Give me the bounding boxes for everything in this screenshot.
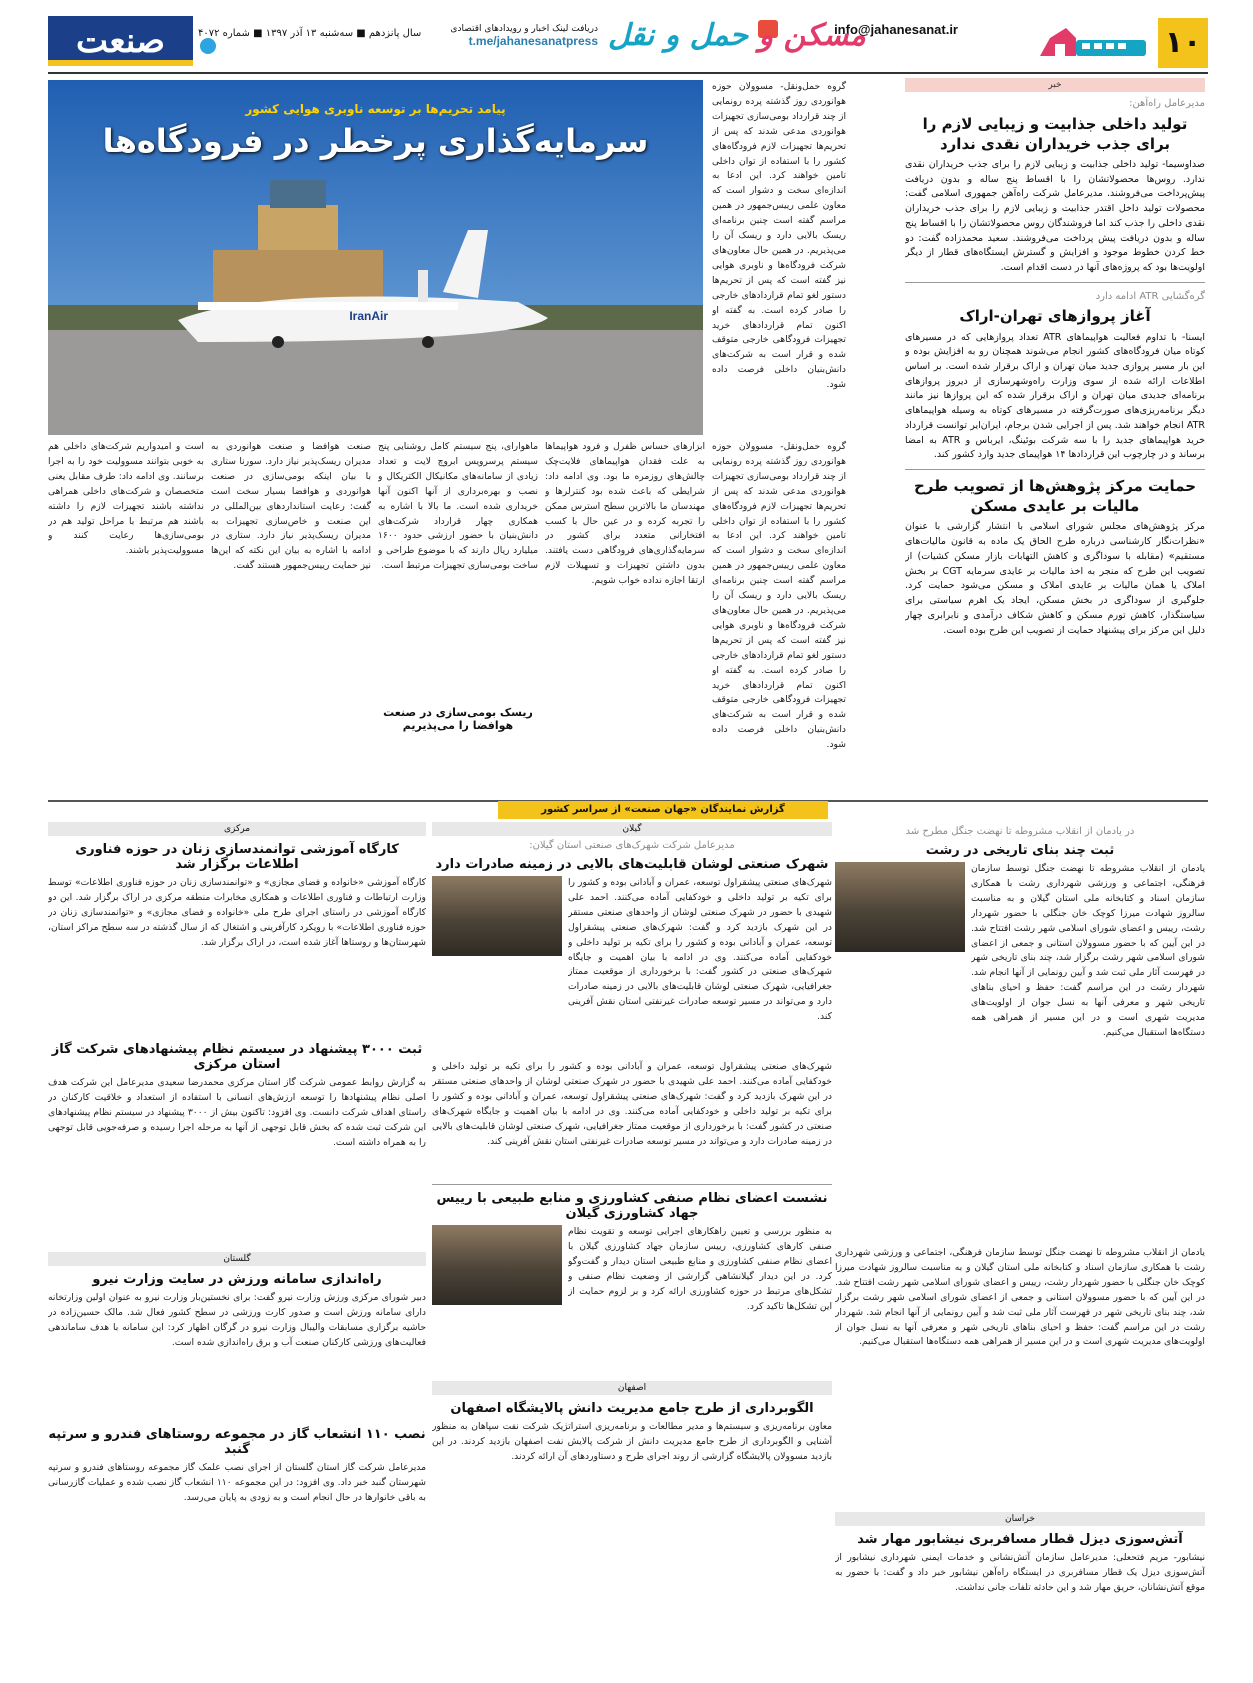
story-body: شهرک‌های صنعتی پیشقراول توسعه، عمران و آبادانی بوده و کشور را برای تکیه بر تولید داخلی و خودکفایی آماده می‌کنند. احمد علی شهیدی با حضور در شهرک صنعتی لوشان از واحدهای صنعتی مستقر در این شهرک بازدید کرد و گفت: شهرک‌های صنعتی پیشقراول توسعه، عمران و آبادانی بوده و کشور را برای تکیه بر تولید داخلی و خودکفایی آماده می‌کنند. وی در ادامه با بیان اهمیت و جایگاه شهرک‌های صنعتی در کشور گفت: با برخورداری از موقعیت ممتاز جغرافیایی، شهرک صنعتی لوشان قابلیت‌های بالایی در زمینه صادرات دارد و می‌تواند در مسیر توسعه صادرات غیرنفتی استان نقش آفرینی کند. [568, 877, 832, 1023]
issue-line: سال پانزدهم ■ سه‌شنبه ۱۳ آذر ۱۳۹۷ ■ شماره ۴۰۷۲ [198, 28, 422, 39]
story-title: راه‌اندازی سامانه ورزش در سایت وزارت نیرو [92, 1272, 382, 1287]
story-body: کارگاه آموزشی «خانواده و فضای مجازی» و «توانمندسازی زنان در حوزه فناوری اطلاعات» توسط وزارت ارتباطات و فناوری اطلاعات و همکاری مخابرات منطقه مرکزی در اراک برگزار شد. این دو کارگاه آموزشی در راستای اجرای طرح ملی «خانواده و فضای مجازی» و «توانمندسازی زنان در حوزه فناوری اطلاعات» با رویکرد کارآفرینی و اشتغال که از سال گذشته در سه سطح مراکز استان، شهرستان‌ها و روستاها آغاز شده است، در اراک برگزار شد. [48, 877, 426, 948]
band-label: گزارش نمایندگان «جهان صنعت» از سراسر کشور [498, 801, 828, 819]
story-body: ایسنا- با تداوم فعالیت هواپیماهای ATR تعداد پروازهایی که در مسیرهای کوتاه میان فرودگاه‌های کشور انجام می‌شوند همچنان رو به افزایش بوده و این بار مسیر پروازی جدید میان تهران و اراک برقرار شده است. بر اساس اطلاعات ارائه شده از سوی وزارت راه‌وشهرسازی از دیروز پروازهای برنامه‌ای جدیدی میان تهران و اراک برقرار شده که این پروازها نیز مانند دیگر برنامه‌ریزی‌های صورت‌گرفته در مسیرهای کوتاه به وسیله هواپیماهای ATR انجام خواهند شد. پس از اجرایی شدن برجام، ایران‌ایر توانست قرارداد خرید هواپیماهای جدید را با سه شرکت بوئینگ، ایرباس و ATR به امضا برساند و در چارچوب این قراردادها ۱۴ هواپیمای جدید وارد کشور کند. [905, 331, 1205, 461]
story-title: ثبت چند بنای تاریخی در رشت [925, 843, 1115, 858]
lead-headline-overlay [48, 102, 703, 160]
meeting-photo [432, 876, 562, 956]
right-column [905, 78, 1205, 798]
aircraft-livery: IranAir [349, 309, 388, 323]
regional-middle [432, 822, 832, 1672]
telegram-icon [200, 38, 216, 54]
story-title: الگوبرداری از طرح جامع مدیریت دانش پالایشگاه اصفهان [450, 1401, 814, 1416]
telegram-link[interactable]: t.me/jahanesanatpress [468, 34, 598, 48]
region-tag: مرکزی [48, 822, 426, 836]
story-kicker: گره‌گشایی ATR ادامه دارد [1095, 290, 1205, 302]
story-body: به گزارش روابط عمومی شرکت گاز استان مرکزی محمدرضا سعیدی مدیرعامل این شرکت هدف اصلی نظام پیشنهادها را توسعه ارزش‌های انسانی با استفاده از استعداد و خلاقیت کارکنان در راستای اهداف شرکت دانست. وی افزود: تاکنون بیش از ۳۰۰۰ پیشنهاد در سیستم نظام پیشنهادهای این شرکت ثبت شده که بخش قابل توجهی از آنها به مرحله اجرا رسیده و صرفه‌جویی قابل توجهی را به همراه داشته است. [48, 1077, 426, 1148]
region-tag: گلستان [48, 1252, 426, 1266]
masthead [48, 14, 1208, 74]
story-title: کارگاه آموزشی توانمندسازی زنان در حوزه فناوری اطلاعات برگزار شد [75, 842, 399, 872]
story-body: یادمان از انقلاب مشروطه تا نهضت جنگل توسط سازمان فرهنگی، اجتماعی و ورزشی شهرداری رشت با همکاری سازمان اسناد و کتابخانه ملی استان گیلان و به مناسبت سالروز شهادت میرزا کوچک خان جنگلی با حضور شهردار رشت، رییس و اعضای شورای اسلامی شهر رشت افتتاح شد. در این آیین که با حضور مسوولان استانی و جمعی از اعضای شورای اسلامی شهر رشت برگزار شد، چند بنای تاریخی شهر در فهرست آثار ملی ثبت شد و آیین رونمایی از آنها انجام شد. شهردار رشت در این مراسم گفت: حفظ و احیای بناهای تاریخی شهر و معرفی آنها به نسل جوان از اولویت‌های مدیریت شهری است و در این مسیر از همراهی همه دستگاه‌ها استقبال می‌کنیم. [835, 1247, 1205, 1348]
regional-left [48, 822, 426, 1672]
story-title: نصب ۱۱۰ انشعاب گاز در مجموعه روستاهای فندرو و سرتپه گنبد [48, 1427, 426, 1457]
story-title: تولید داخلی جذابیت و زیبایی لازم را برای جذب خریداران نقدی ندارد [922, 114, 1188, 153]
story-body: یادمان از انقلاب مشروطه تا نهضت جنگل توسط سازمان فرهنگی، اجتماعی و ورزشی شهرداری رشت با همکاری سازمان اسناد و کتابخانه ملی استان گیلان و به مناسبت سالروز شهادت میرزا کوچک خان جنگلی با حضور شهردار رشت، رییس و اعضای شورای اسلامی شهر رشت افتتاح شد. در این آیین که با حضور مسوولان استانی و جمعی از اعضای شورای اسلامی شهر رشت برگزار شد، چند بنای تاریخی شهر در فهرست آثار ملی ثبت شد و آیین رونمایی از آنها انجام شد. شهردار رشت در این مراسم گفت: حفظ و احیای بناهای تاریخی شهر و معرفی آنها به نسل جوان از اولویت‌های مدیریت شهری است و در این مسیر از همراهی همه دستگاه‌ها استقبال می‌کنیم. [971, 863, 1205, 1038]
telegram-promo: دریافت لینک اخبار و رویدادهای اقتصادی t.me/jahanesanatpress [428, 24, 598, 48]
regional-right [835, 822, 1205, 1672]
story-body: معاون برنامه‌ریزی و سیستم‌ها و مدیر مطالعات و برنامه‌ریزی استراتژیک شرکت نفت سپاهان به منظور آشنایی و الگوبرداری از طرح جامع مدیریت دانش از شرکت پالایش نفت اصفهان بازدید کردند. در این بازدید مسوولان پالایشگاه گزارشی از روند اجرای طرح و دستاوردهای آن ارائه کردند. [432, 1421, 832, 1462]
region-tag: خراسان [835, 1512, 1205, 1526]
story-kicker: در یادمان از انقلاب مشروطه تا نهضت جنگل مطرح شد [905, 826, 1135, 837]
lead-kicker: پیامد تحریم‌ها بر توسعه ناوبری هوایی کشور [245, 102, 506, 116]
story-body: مدیرعامل شرکت گاز استان گلستان از اجرای نصب علمک گاز مجموعه روستاهای فندرو و سرتپه شهرستان گنبد خبر داد. وی افزود: در این مجموعه ۱۱۰ انشعاب گاز نصب شده و عملیات گازرسانی به باقی خانوارها در حال انجام است و به زودی به پایان می‌رسد. [48, 1462, 426, 1503]
lead-title: سرمایه‌گذاری پرخطر در فرودگاه‌ها [102, 122, 649, 160]
ribbon-cutting-photo [835, 862, 965, 952]
regional-band [48, 800, 1208, 818]
lead-photo [48, 80, 703, 435]
region-tag: اصفهان [432, 1381, 832, 1395]
story-title: شهرک صنعتی لوشان قابلیت‌های بالایی در زمینه صادرات دارد [435, 857, 829, 872]
story-body: دبیر شورای مرکزی ورزش وزارت نیرو گفت: برای نخستین‌بار وزارت نیرو به عنوان اولین وزارتخانه دارای سامانه ورزش است و صدور کارت ورزشی در سطح کشور فعال شد. مالک حسین‌زاده در حاشیه برگزاری مسابقات والیبال وزارت نیرو در گرگان اظهار کرد: این سامانه با هدف ساماندهی فعالیت‌های ورزشی کارکنان صنعت آب و برق راه‌اندازی شده است. [48, 1292, 426, 1348]
section-title: مسکن و حمل و نقل [608, 18, 866, 53]
story-body: نیشابور- مریم فتحعلی: مدیرعامل سازمان آتش‌نشانی و خدمات ایمنی شهرداری نیشابور از آتش‌سوزی دیزل یک قطار مسافربری در ایستگاه راه‌آهن نیشابور خبر داد و گفت: با حضور به موقع آتش‌نشانان، حریق مهار شد و این حادثه تلفات جانی نداشت. [835, 1552, 1205, 1593]
story-title: ثبت ۳۰۰۰ پیشنهاد در سیستم نظام پیشنهادهای شرکت گاز استان مرکزی [51, 1042, 423, 1072]
lead-column: است و امیدواریم شرکت‌های داخلی هم به خوبی بتوانند مسوولیت خود را به اجرا برسانند. وی ادامه داد: طرف مقابل یعنی متخصصان و شرکت‌های داخلی همراهی نداشته باشند تجهیزات لازم را داشته باشند هم مرتبط با مراحل تولید هم در بومی‌سازی‌ها رعایت کنند و مسوولیت‌پذیر باشند. [48, 441, 204, 557]
story-title: آغاز پروازهای تهران-اراک [959, 307, 1151, 326]
column-tag: خبر [905, 78, 1205, 92]
story-body: شهرک‌های صنعتی پیشقراول توسعه، عمران و آبادانی بوده و کشور را برای تکیه بر تولید داخلی و خودکفایی آماده می‌کنند. احمد علی شهیدی با حضور در شهرک صنعتی لوشان از واحدهای صنعتی مستقر در این شهرک بازدید کرد و گفت: شهرک‌های صنعتی پیشقراول توسعه، عمران و آبادانی بوده و کشور را برای تکیه بر تولید داخلی و خودکفایی آماده می‌کنند. وی در ادامه با بیان اهمیت و جایگاه شهرک‌های صنعتی در کشور گفت: با برخورداری از موقعیت ممتاز جغرافیایی، شهرک صنعتی لوشان قابلیت‌های بالایی در زمینه صادرات دارد و می‌تواند در مسیر توسعه صادرات غیرنفتی استان نقش آفرینی کند. [432, 1061, 832, 1147]
story-kicker: مدیرعامل راه‌آهن: [1129, 98, 1205, 109]
lead-column: گروه حمل‌ونقل- مسوولان حوزه هوانوردی روز گذشته پرده رونمایی از چند قرارداد بومی‌سازی تجهیزات هوانوردی مدعی شدند که پس از تحریم‌ها تجهیزات لازم فرودگاه‌های کشور را با استفاده از توان داخلی تامین خواهند کرد. این ادعا به اندازه‌ای سخت و دشوار است که معاون علمی رییس‌جمهور در همین مراسم گفته است چنین برنامه‌ای ریسک بالایی دارد و ریسک آن را می‌پذیریم. در همین حال معاون‌های شرکت فرودگاه‌ها و ناوبری هوایی نیز گفته است که پس از تحریم‌ها دستور لغو تمام قراردادهای خارجی را صادر کرده است. به گفته او اکنون تمام قراردادهای خرید تجهیزات فرودگاهی خارجی متوقف شده و قرار است به شرکت‌های دانش‌بنیان داخلی فرصت داده شود. [712, 441, 846, 751]
lead-side-column: گروه حمل‌ونقل- مسوولان حوزه هوانوردی روز گذشته پرده رونمایی از چند قرارداد بومی‌سازی تجهیزات هوانوردی مدعی شدند که پس از تحریم‌ها تجهیزات لازم فرودگاه‌های کشور را با استفاده از توان داخلی تامین خواهند کرد. این ادعا به اندازه‌ای سخت و دشوار است که معاون علمی رییس‌جمهور در همین مراسم گفته است چنین برنامه‌ای ریسک بالایی دارد و ریسک آن را می‌پذیریم. در همین حال معاون‌های شرکت فرودگاه‌ها و ناوبری هوایی نیز گفته است که پس از تحریم‌ها دستور لغو تمام قراردادهای خارجی را صادر کرده است. به گفته او اکنون تمام قراردادهای خرید تجهیزات فرودگاهی خارجی متوقف شده و قرار است به شرکت‌های دانش‌بنیان داخلی فرصت داده شود. [712, 81, 846, 391]
story-body: صداوسیما- تولید داخلی جذابیت و زیبایی لازم را برای جذب خریداران نقدی ندارد. روس‌ها محصولاتشان را با اقساط پنج ساله و بدون دریافت پیش‌پرداخت می‌فروشند. مدیرعامل شرکت راه‌آهن جمهوری اسلامی گفت: محصولات تولید داخل اقتدر جذابیت و زیبایی لازم را برای جذب خریداران نقدی داخلی را جذب کند اما فروشندگان روس محصولاتشان را با اقساط پنج ساله و بدون دریافت پیش پرداخت می‌فروشند. سعید محمدزاده گفت: دو خط کردن خطوط موجود و افزایش و گسترش ایستگاه‌های قطار از دیگر اولویت‌ها بود که پروژه‌های آنها در دست اقدام است. [905, 159, 1205, 274]
lead-subhead: ریسک بومی‌سازی در صنعت هوافضا را می‌پذیریم [383, 706, 533, 732]
story-title: حمایت مرکز پژوهش‌ها از تصویب طرح مالیات بر عایدی مسکن [913, 476, 1197, 516]
page-number: ۱۰ [1158, 18, 1208, 68]
lead-column: ابزارهای حساس ظفرل و فرود هواپیماها به علت فقدان هواپیماهای فلایت‌چک چالش‌های روزمره ما بود. وی ادامه داد: شرایطی که باعث شده بود کنترلرها و مهندسان ما بالاترین سطح استرس ممکن را تجربه کرده و در عین حال با کسب افتخارانی متعدد برای کشور در سرمایه‌گذاری‌های فرودگاهی دست یافتند. بدون داشتن تجهیزات و تسهیلات لازم ارتقا اجازه نداده خواب شویم. [545, 441, 705, 587]
newspaper-logo: صنعت [48, 16, 193, 66]
story-body: به منظور بررسی و تعیین راهکارهای اجرایی توسعه و تقویت نظام صنفی کارهای کشاورزی، رییس سازمان جهاد کشاورزی گیلان با اعضای نظام صنفی کشاورزی و منابع طبیعی استان دیدار و گفت‌وگو کرد. در این دیدار گیلانشاهی گزارشی از وضعیت نظام صنفی و تشکل‌های مرتبط در حوزه کشاورزی ارائه کرد و بر لزوم حمایت از این تشکل‌ها تاکید کرد. [568, 1226, 832, 1312]
story-title: نشست اعضای نظام صنفی کشاورزی و منابع طبیعی با رییس جهاد کشاورزی گیلان [436, 1191, 828, 1221]
meeting-photo [432, 1225, 562, 1305]
region-tag: گیلان [432, 822, 832, 836]
story-kicker: مدیرعامل شرکت شهرک‌های صنعتی استان گیلان: [529, 840, 735, 851]
story-body: مرکز پژوهش‌های مجلس شورای اسلامی با انتشار گزارشی با عنوان «نظرات‌نگار کارشناسی درباره طرح الحاق یک ماده به قانون مالیات‌های مستقیم» (مقابله با سوداگری و کاهش التهابات بازار مسکن کشیات) از تصویب این طرح که منجر به اخذ مالیات بر عایدی سرمایه CGT بر بخش املاک یا همان مالیات بر عایدی املاک و مسکن می‌شود حمایت کرد. جلوگیری از سوداگری در بخش مسکن، ایجاد یک اهرم سیاستی برای سیاستگذار، کاهش تورم مسکن و کاهش شکاف درآمدی و نابرابری چهار دلیل این مرکز برای پیشنهاد حمایت از تصویب این طرح بوده است. [905, 521, 1205, 636]
lead-column: ماهوارای، پنج سیستم کامل روشنایی پنج سیستم پرسرویس ابروچ لایت و تعداد زیادی از سامانه‌های مکانیکال الکتریکال و نصب و بهره‌برداری از آنها اکنون آنها خریداری شده است. ما بالا با اشاره به همکاری چهار قرارداد شرکت‌های دانش‌بنیان با حضور ارزشی حدود ۱۶۰۰ میلیارد ریال دارند که با موضوع طراحی و ساخت بومی‌سازی تجهیزات مرتبط است. ریسک بومی‌سازی در صنعت هوافضا را می‌پذیریم [378, 441, 538, 732]
contact-email[interactable]: info@jahanesanat.ir [834, 22, 958, 37]
train-icon [1038, 26, 1148, 60]
story-title: آتش‌سوزی دیزل قطار مسافربری نیشابور مهار شد [857, 1532, 1183, 1547]
lead-column: صنعت هوافضا و صنعت هوانوردی به مدیران ریسک‌پذیر نیاز دارد. سورنا ستاری با بیان اینکه بومی‌سازی در صنعت هوانوردی و هوافضا بسیار سخت است گفت: رعایت استانداردهای بین‌المللی در این صنعت و خاص‌سازی تجهیزات به مدیران ریسک‌پذیر نیاز دارد. ستاری در ادامه با اشاره به بیان این نکته که این‌ها نیز حمایت رییس‌جمهور هستند گفت. [211, 441, 371, 572]
